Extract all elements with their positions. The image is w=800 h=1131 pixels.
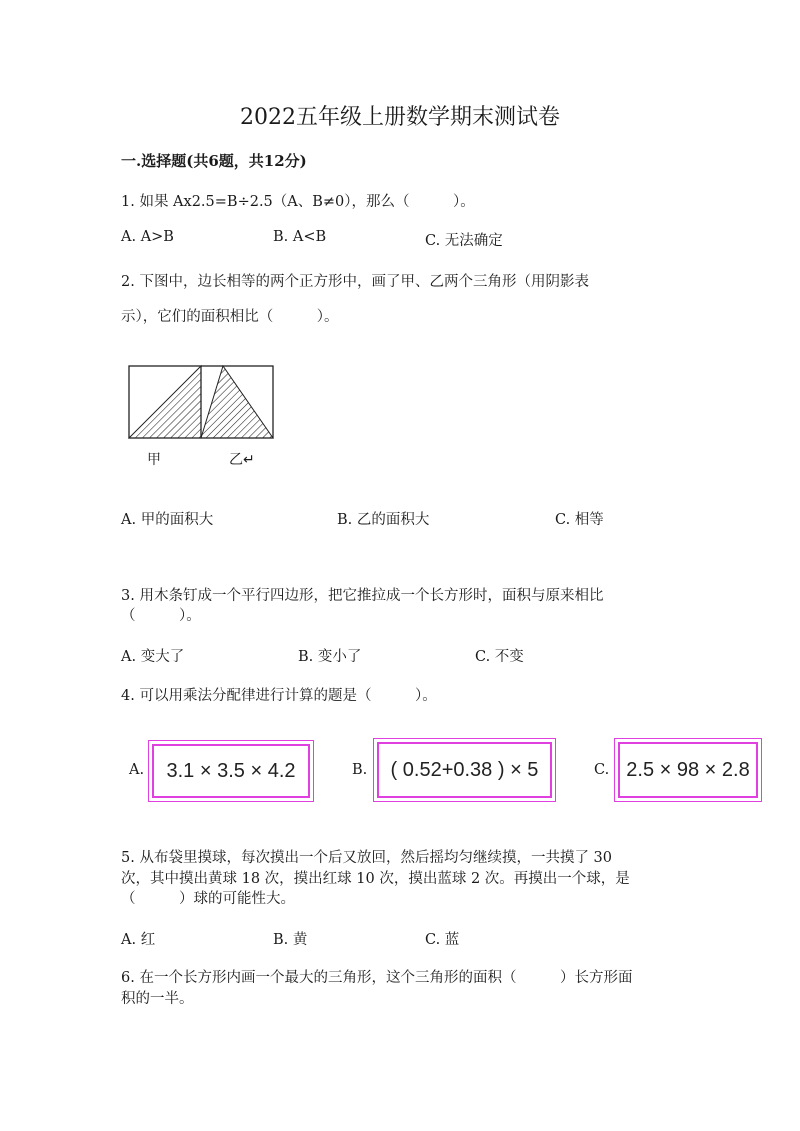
question-4-stem: 4. 可以用乘法分配律进行计算的题是（ ）。 [121,688,437,704]
question-4-option-a-expression-box [152,744,310,798]
question-5-stem-line-1: 5. 从布袋里摸球，每次摸出一个后又放回，然后摇均匀继续摸，一共摸了 30 [121,850,613,866]
question-2-option-b: B. 乙的面积大 [337,512,430,528]
page-title: 2022五年级上册数学期末测试卷 [240,105,560,130]
question-1-option-a: A. A>B [121,229,174,245]
triangle-yi [201,366,273,438]
two-squares-figure [126,362,278,444]
question-4-option-b-expression-box [377,742,552,798]
question-1-option-b: B. A<B [273,229,327,245]
question-3-option-c: C. 不变 [475,649,524,665]
question-1-stem: 1. 如果 Ax2.5=B÷2.5（A、B≠0），那么（ ）。 [121,194,475,210]
question-4-option-c-expression-box [618,742,758,798]
question-4-option-b-expression: ( 0.52+0.38 ) × 5 [390,758,539,781]
question-2-option-a: A. 甲的面积大 [121,512,214,528]
question-3-option-b: B. 变小了 [298,649,362,665]
question-1-option-c: C. 无法确定 [425,233,503,249]
question-5-option-c: C. 蓝 [425,932,460,948]
question-4-option-c-letter: C. [594,762,610,778]
question-5-option-a: A. 红 [121,932,156,948]
question-3-stem-line-2: （ ）。 [121,608,201,624]
question-6-stem-line-2: 积的一半。 [121,991,194,1007]
figure-label-yi: 乙↵ [229,452,255,468]
question-4-option-b-letter: B. [352,762,368,778]
question-5-stem-line-2: 次，其中摸出黄球 18 次，摸出红球 10 次，摸出蓝球 2 次。再摸出一个球，是 [121,871,630,887]
question-6-stem-line-1: 6. 在一个长方形内画一个最大的三角形，这个三角形的面积（ ）长方形面 [121,970,633,986]
question-3-stem-line-1: 3. 用木条钉成一个平行四边形，把它推拉成一个长方形时，面积与原来相比 [121,588,604,604]
section-heading: 一.选择题(共6题，共12分) [121,152,307,170]
question-2-option-c: C. 相等 [555,512,604,528]
figure-label-jia: 甲 [147,452,161,468]
question-2-stem-line-2: 示），它们的面积相比（ ）。 [121,309,339,325]
question-5-option-b: B. 黄 [273,932,308,948]
question-4-option-a-letter: A. [129,762,145,778]
question-3-option-a: A. 变大了 [121,649,185,665]
question-5-stem-line-3: （ ）球的可能性大。 [121,891,295,907]
question-4-option-a-expression: 3.1 × 3.5 × 4.2 [166,759,296,782]
triangle-jia [129,366,201,438]
question-4-option-c-expression: 2.5 × 98 × 2.8 [626,758,750,781]
question-2-stem-line-1: 2. 下图中，边长相等的两个正方形中，画了甲、乙两个三角形（用阴影表 [121,274,589,290]
